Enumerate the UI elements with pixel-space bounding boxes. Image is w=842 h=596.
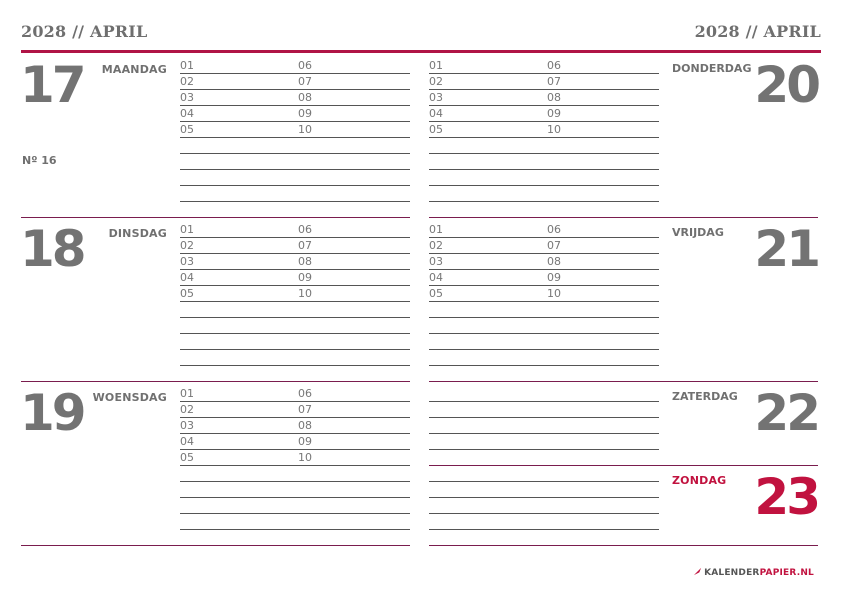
writing-line <box>180 497 410 498</box>
writing-line <box>429 497 659 498</box>
hour-label: 06 <box>547 59 561 72</box>
hour-label: 02 <box>180 239 194 252</box>
hour-label: 07 <box>298 403 312 416</box>
day-name-monday: MAANDAG <box>101 63 167 76</box>
hour-label: 06 <box>298 59 312 72</box>
writing-line <box>180 73 410 74</box>
hour-label: 09 <box>298 435 312 448</box>
hour-label: 09 <box>298 107 312 120</box>
writing-line <box>429 481 659 482</box>
writing-line <box>429 153 659 154</box>
hour-label: 02 <box>429 75 443 88</box>
hour-label: 07 <box>298 239 312 252</box>
writing-line <box>429 365 659 366</box>
hour-label: 03 <box>180 419 194 432</box>
writing-line <box>180 269 410 270</box>
hour-label: 03 <box>180 91 194 104</box>
writing-line <box>429 201 659 202</box>
writing-line <box>180 317 410 318</box>
writing-line <box>429 237 659 238</box>
hour-label: 08 <box>298 91 312 104</box>
separator-line <box>429 381 818 382</box>
writing-line <box>180 465 410 466</box>
hour-label: 07 <box>298 75 312 88</box>
brand-logo <box>693 567 814 578</box>
writing-line <box>180 285 410 286</box>
writing-line <box>180 449 410 450</box>
day-number-sunday: 23 <box>754 468 818 526</box>
hour-label: 05 <box>180 287 194 300</box>
writing-lines-block <box>180 388 410 538</box>
writing-line <box>180 401 410 402</box>
hour-label: 10 <box>298 287 312 300</box>
writing-line <box>180 301 410 302</box>
day-number-wednesday: 19 <box>20 384 84 442</box>
writing-line <box>429 185 659 186</box>
day-name-thursday: DONDERDAG <box>672 62 752 75</box>
writing-lines-block <box>429 60 659 210</box>
writing-lines-block <box>429 388 659 538</box>
separator-line <box>21 545 410 546</box>
day-number-friday: 21 <box>754 220 818 278</box>
brand-suffix: PAPIER.NL <box>759 568 814 578</box>
day-name-wednesday: WOENSDAG <box>92 391 167 404</box>
separator-line <box>21 217 410 218</box>
writing-line <box>429 301 659 302</box>
day-name-sunday: ZONDAG <box>672 474 727 487</box>
hour-label: 02 <box>180 75 194 88</box>
writing-line <box>180 333 410 334</box>
hour-label: 04 <box>429 271 443 284</box>
hour-label: 08 <box>547 255 561 268</box>
hour-label: 10 <box>298 451 312 464</box>
writing-line <box>429 105 659 106</box>
writing-line <box>180 153 410 154</box>
hour-label: 04 <box>429 107 443 120</box>
writing-line <box>180 201 410 202</box>
day-number-tuesday: 18 <box>20 220 84 278</box>
hour-label: 05 <box>180 123 194 136</box>
day-name-friday: VRIJDAG <box>672 226 724 239</box>
hour-label: 05 <box>429 123 443 136</box>
hour-label: 03 <box>180 255 194 268</box>
separator-line <box>429 545 818 546</box>
writing-line <box>180 137 410 138</box>
writing-lines-block <box>429 224 659 374</box>
writing-line <box>180 513 410 514</box>
day-number-thursday: 20 <box>754 56 818 114</box>
hour-label: 04 <box>180 107 194 120</box>
writing-line <box>429 169 659 170</box>
writing-line <box>180 433 410 434</box>
writing-line <box>429 513 659 514</box>
day-name-tuesday: DINSDAG <box>108 227 167 240</box>
writing-line <box>180 481 410 482</box>
hour-label: 01 <box>180 387 194 400</box>
writing-line <box>429 121 659 122</box>
hour-label: 09 <box>298 271 312 284</box>
writing-line <box>180 417 410 418</box>
hour-label: 06 <box>298 223 312 236</box>
writing-line <box>429 333 659 334</box>
week-number: Nº 16 <box>22 154 57 167</box>
writing-line <box>429 401 659 402</box>
writing-line <box>429 417 659 418</box>
writing-lines-block <box>180 224 410 374</box>
hour-label: 08 <box>298 419 312 432</box>
hour-label: 01 <box>429 59 443 72</box>
writing-line <box>180 365 410 366</box>
hour-label: 01 <box>429 223 443 236</box>
writing-line <box>429 529 659 530</box>
writing-line <box>180 529 410 530</box>
hour-label: 05 <box>429 287 443 300</box>
writing-line <box>429 285 659 286</box>
hour-label: 08 <box>298 255 312 268</box>
hour-label: 09 <box>547 271 561 284</box>
separator-line <box>21 381 410 382</box>
hour-label: 06 <box>547 223 561 236</box>
hour-label: 10 <box>298 123 312 136</box>
writing-line <box>180 121 410 122</box>
hour-label: 02 <box>180 403 194 416</box>
hour-label: 08 <box>547 91 561 104</box>
header-rule <box>21 50 821 53</box>
hour-label: 10 <box>547 287 561 300</box>
writing-line <box>429 349 659 350</box>
hour-label: 02 <box>429 239 443 252</box>
writing-line <box>429 89 659 90</box>
hour-label: 09 <box>547 107 561 120</box>
writing-line <box>429 73 659 74</box>
day-number-monday: 17 <box>20 56 84 114</box>
writing-line <box>180 105 410 106</box>
writing-line <box>429 269 659 270</box>
writing-line <box>429 317 659 318</box>
writing-line <box>180 89 410 90</box>
hour-label: 04 <box>180 271 194 284</box>
hour-label: 03 <box>429 255 443 268</box>
writing-line <box>180 253 410 254</box>
writing-line <box>180 169 410 170</box>
writing-line <box>429 137 659 138</box>
writing-line <box>429 433 659 434</box>
hour-label: 10 <box>547 123 561 136</box>
hour-label: 05 <box>180 451 194 464</box>
separator-line <box>429 217 818 218</box>
hour-label: 03 <box>429 91 443 104</box>
writing-line <box>180 349 410 350</box>
day-number-saturday: 22 <box>754 384 818 442</box>
header-left-title: 2028 // APRIL <box>21 22 148 41</box>
header-right-title: 2028 // APRIL <box>694 22 821 41</box>
hour-label: 06 <box>298 387 312 400</box>
hour-label: 07 <box>547 239 561 252</box>
hour-label: 01 <box>180 223 194 236</box>
feather-icon <box>693 567 702 576</box>
hour-label: 07 <box>547 75 561 88</box>
writing-line <box>180 185 410 186</box>
writing-lines-block <box>180 60 410 210</box>
writing-line <box>429 449 659 450</box>
writing-line <box>429 253 659 254</box>
brand-prefix: KALENDER <box>704 568 760 578</box>
hour-label: 01 <box>180 59 194 72</box>
writing-line <box>180 237 410 238</box>
hour-label: 04 <box>180 435 194 448</box>
day-name-saturday: ZATERDAG <box>672 390 738 403</box>
